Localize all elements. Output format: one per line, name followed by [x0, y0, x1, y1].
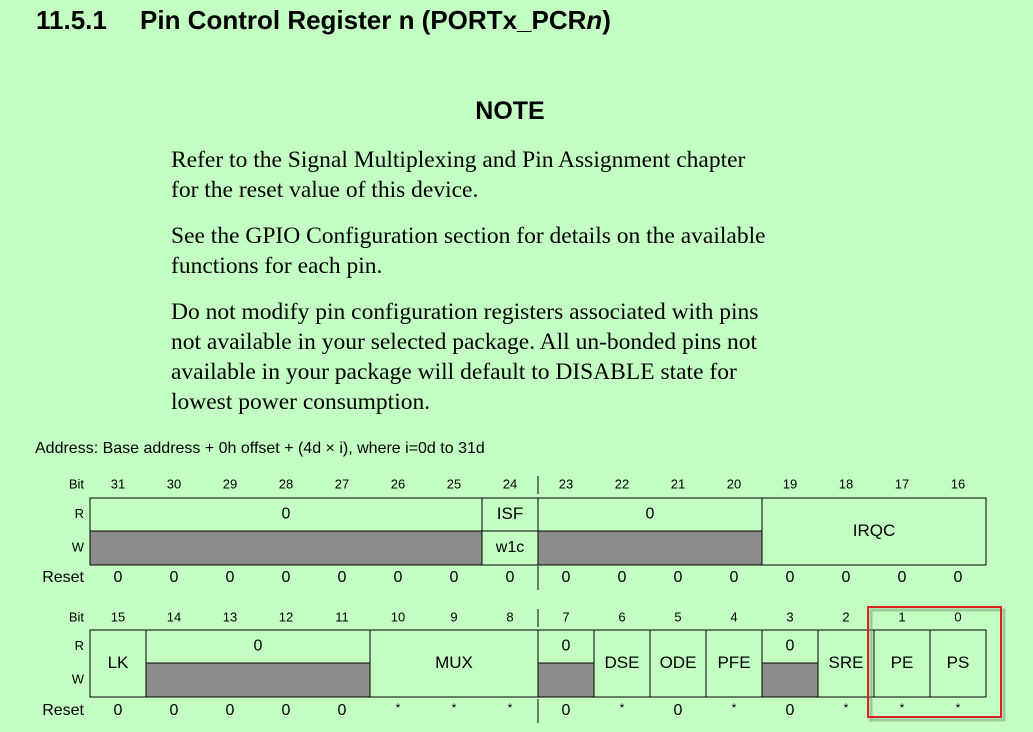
- note-line: functions for each pin.: [171, 253, 383, 279]
- bit-number: 28: [278, 476, 294, 492]
- bit-number: 11: [335, 609, 349, 625]
- reset-value: 0: [505, 569, 515, 587]
- reset-value: 0: [673, 702, 683, 720]
- note-line: available in your package will default to DISABLE state for: [171, 359, 737, 385]
- note-line: for the reset value of this device.: [171, 177, 479, 203]
- section-title: Pin Control Register n (PORTx_PCR: [140, 5, 587, 35]
- reserved-write-cell: [538, 531, 762, 565]
- field-name: SRE: [828, 652, 864, 672]
- read-field-value: 0: [281, 505, 291, 523]
- reset-value: *: [395, 701, 401, 716]
- section-number: 11.5.1: [36, 5, 107, 35]
- field-name: DSE: [604, 652, 640, 672]
- reset-value: 0: [393, 569, 403, 587]
- bit-number: 26: [390, 476, 406, 492]
- read-row-label: R: [74, 637, 84, 653]
- write-row-label: W: [71, 671, 84, 687]
- bit-row-label: Bit: [68, 609, 84, 625]
- field-name: LK: [107, 652, 129, 672]
- bit-number: 23: [558, 476, 574, 492]
- bit-number: 20: [726, 476, 742, 492]
- bit-number: 15: [110, 609, 126, 625]
- bit-number: 6: [618, 609, 626, 625]
- reset-value: *: [899, 701, 905, 716]
- field-name: PFE: [717, 652, 751, 672]
- reset-value: 0: [225, 569, 235, 587]
- reset-value: 0: [841, 569, 851, 587]
- reserved-write-cell: [538, 663, 594, 697]
- bit-number: 14: [166, 609, 182, 625]
- reset-value: *: [451, 701, 457, 716]
- bit-number: 12: [278, 609, 294, 625]
- bit-number: 16: [950, 476, 966, 492]
- note-title: NOTE: [475, 97, 545, 125]
- reset-value: 0: [337, 702, 347, 720]
- bit-number: 9: [450, 609, 458, 625]
- bit-row-label: Bit: [68, 476, 84, 492]
- field-name: ODE: [659, 652, 697, 672]
- bit-number: 7: [562, 609, 570, 625]
- bit-number: 4: [730, 609, 738, 625]
- field-name: MUX: [435, 652, 473, 672]
- reserved-write-cell: [146, 663, 370, 697]
- reserved-write-cell: [90, 531, 482, 565]
- read-field-value: 0: [253, 637, 263, 655]
- read-field-value: ISF: [496, 503, 524, 523]
- reset-value: 0: [281, 569, 291, 587]
- reset-value: *: [619, 701, 625, 716]
- note-line: not available in your selected package. All un-bonded pins not: [171, 329, 758, 355]
- section-title-end: ): [602, 5, 611, 35]
- bit-number: 25: [446, 476, 462, 492]
- reset-value: *: [731, 701, 737, 716]
- read-row-label: R: [74, 505, 84, 521]
- reset-value: 0: [673, 569, 683, 587]
- reset-value: 0: [337, 569, 347, 587]
- field-name: PE: [890, 652, 914, 672]
- bit-number: 1: [898, 609, 906, 625]
- highlight-box: [868, 607, 1001, 717]
- reset-value: 0: [561, 702, 571, 720]
- reset-value: 0: [169, 569, 179, 587]
- reset-value: 0: [897, 569, 907, 587]
- note-line: Do not modify pin configuration registers associated with pins: [171, 299, 759, 325]
- read-field-value: 0: [561, 637, 571, 655]
- read-field-value: 0: [785, 637, 795, 655]
- note-line: See the GPIO Configuration section for details on the available: [171, 223, 766, 249]
- reset-value: 0: [113, 569, 123, 587]
- bit-number: 31: [110, 476, 126, 492]
- note-line: lowest power consumption.: [171, 389, 431, 415]
- bit-number: 2: [842, 609, 850, 625]
- reset-value: *: [507, 701, 513, 716]
- bit-number: 5: [674, 609, 682, 625]
- address-line: Address: Base address + 0h offset + (4d × i), where i=0d to 31d: [35, 440, 485, 457]
- bit-number: 29: [222, 476, 238, 492]
- field-name: IRQC: [852, 520, 896, 540]
- note-line: Refer to the Signal Multiplexing and Pin Assignment chapter: [171, 147, 746, 173]
- bit-number: 27: [334, 476, 350, 492]
- reset-value: 0: [785, 569, 795, 587]
- bit-number: 8: [506, 609, 514, 625]
- write-row-label: W: [71, 539, 84, 555]
- bit-number: 13: [222, 609, 238, 625]
- read-field-value: 0: [645, 505, 655, 523]
- reset-value: 0: [617, 569, 627, 587]
- bit-number: 21: [670, 476, 686, 492]
- reset-value: 0: [169, 702, 179, 720]
- bit-number: 24: [502, 476, 518, 492]
- reset-value: *: [843, 701, 849, 716]
- bit-number: 18: [838, 476, 854, 492]
- reset-row-label: Reset: [42, 569, 84, 587]
- reset-value: 0: [785, 702, 795, 720]
- bit-number: 0: [954, 609, 962, 625]
- reset-value: *: [955, 701, 961, 716]
- reset-value: 0: [729, 569, 739, 587]
- reset-row-label: Reset: [42, 702, 84, 720]
- bit-number: 19: [782, 476, 798, 492]
- reset-value: 0: [449, 569, 459, 587]
- bit-number: 17: [894, 476, 910, 492]
- section-title-italic: n: [586, 5, 603, 35]
- bit-number: 22: [614, 476, 630, 492]
- reset-value: 0: [561, 569, 571, 587]
- reset-value: 0: [953, 569, 963, 587]
- write-field-value: w1c: [495, 539, 525, 557]
- reset-value: 0: [281, 702, 291, 720]
- reserved-write-cell: [762, 663, 818, 697]
- reset-value: 0: [113, 702, 123, 720]
- bit-number: 10: [390, 609, 406, 625]
- field-name: PS: [946, 652, 970, 672]
- bit-number: 3: [786, 609, 794, 625]
- bit-number: 30: [166, 476, 182, 492]
- reset-value: 0: [225, 702, 235, 720]
